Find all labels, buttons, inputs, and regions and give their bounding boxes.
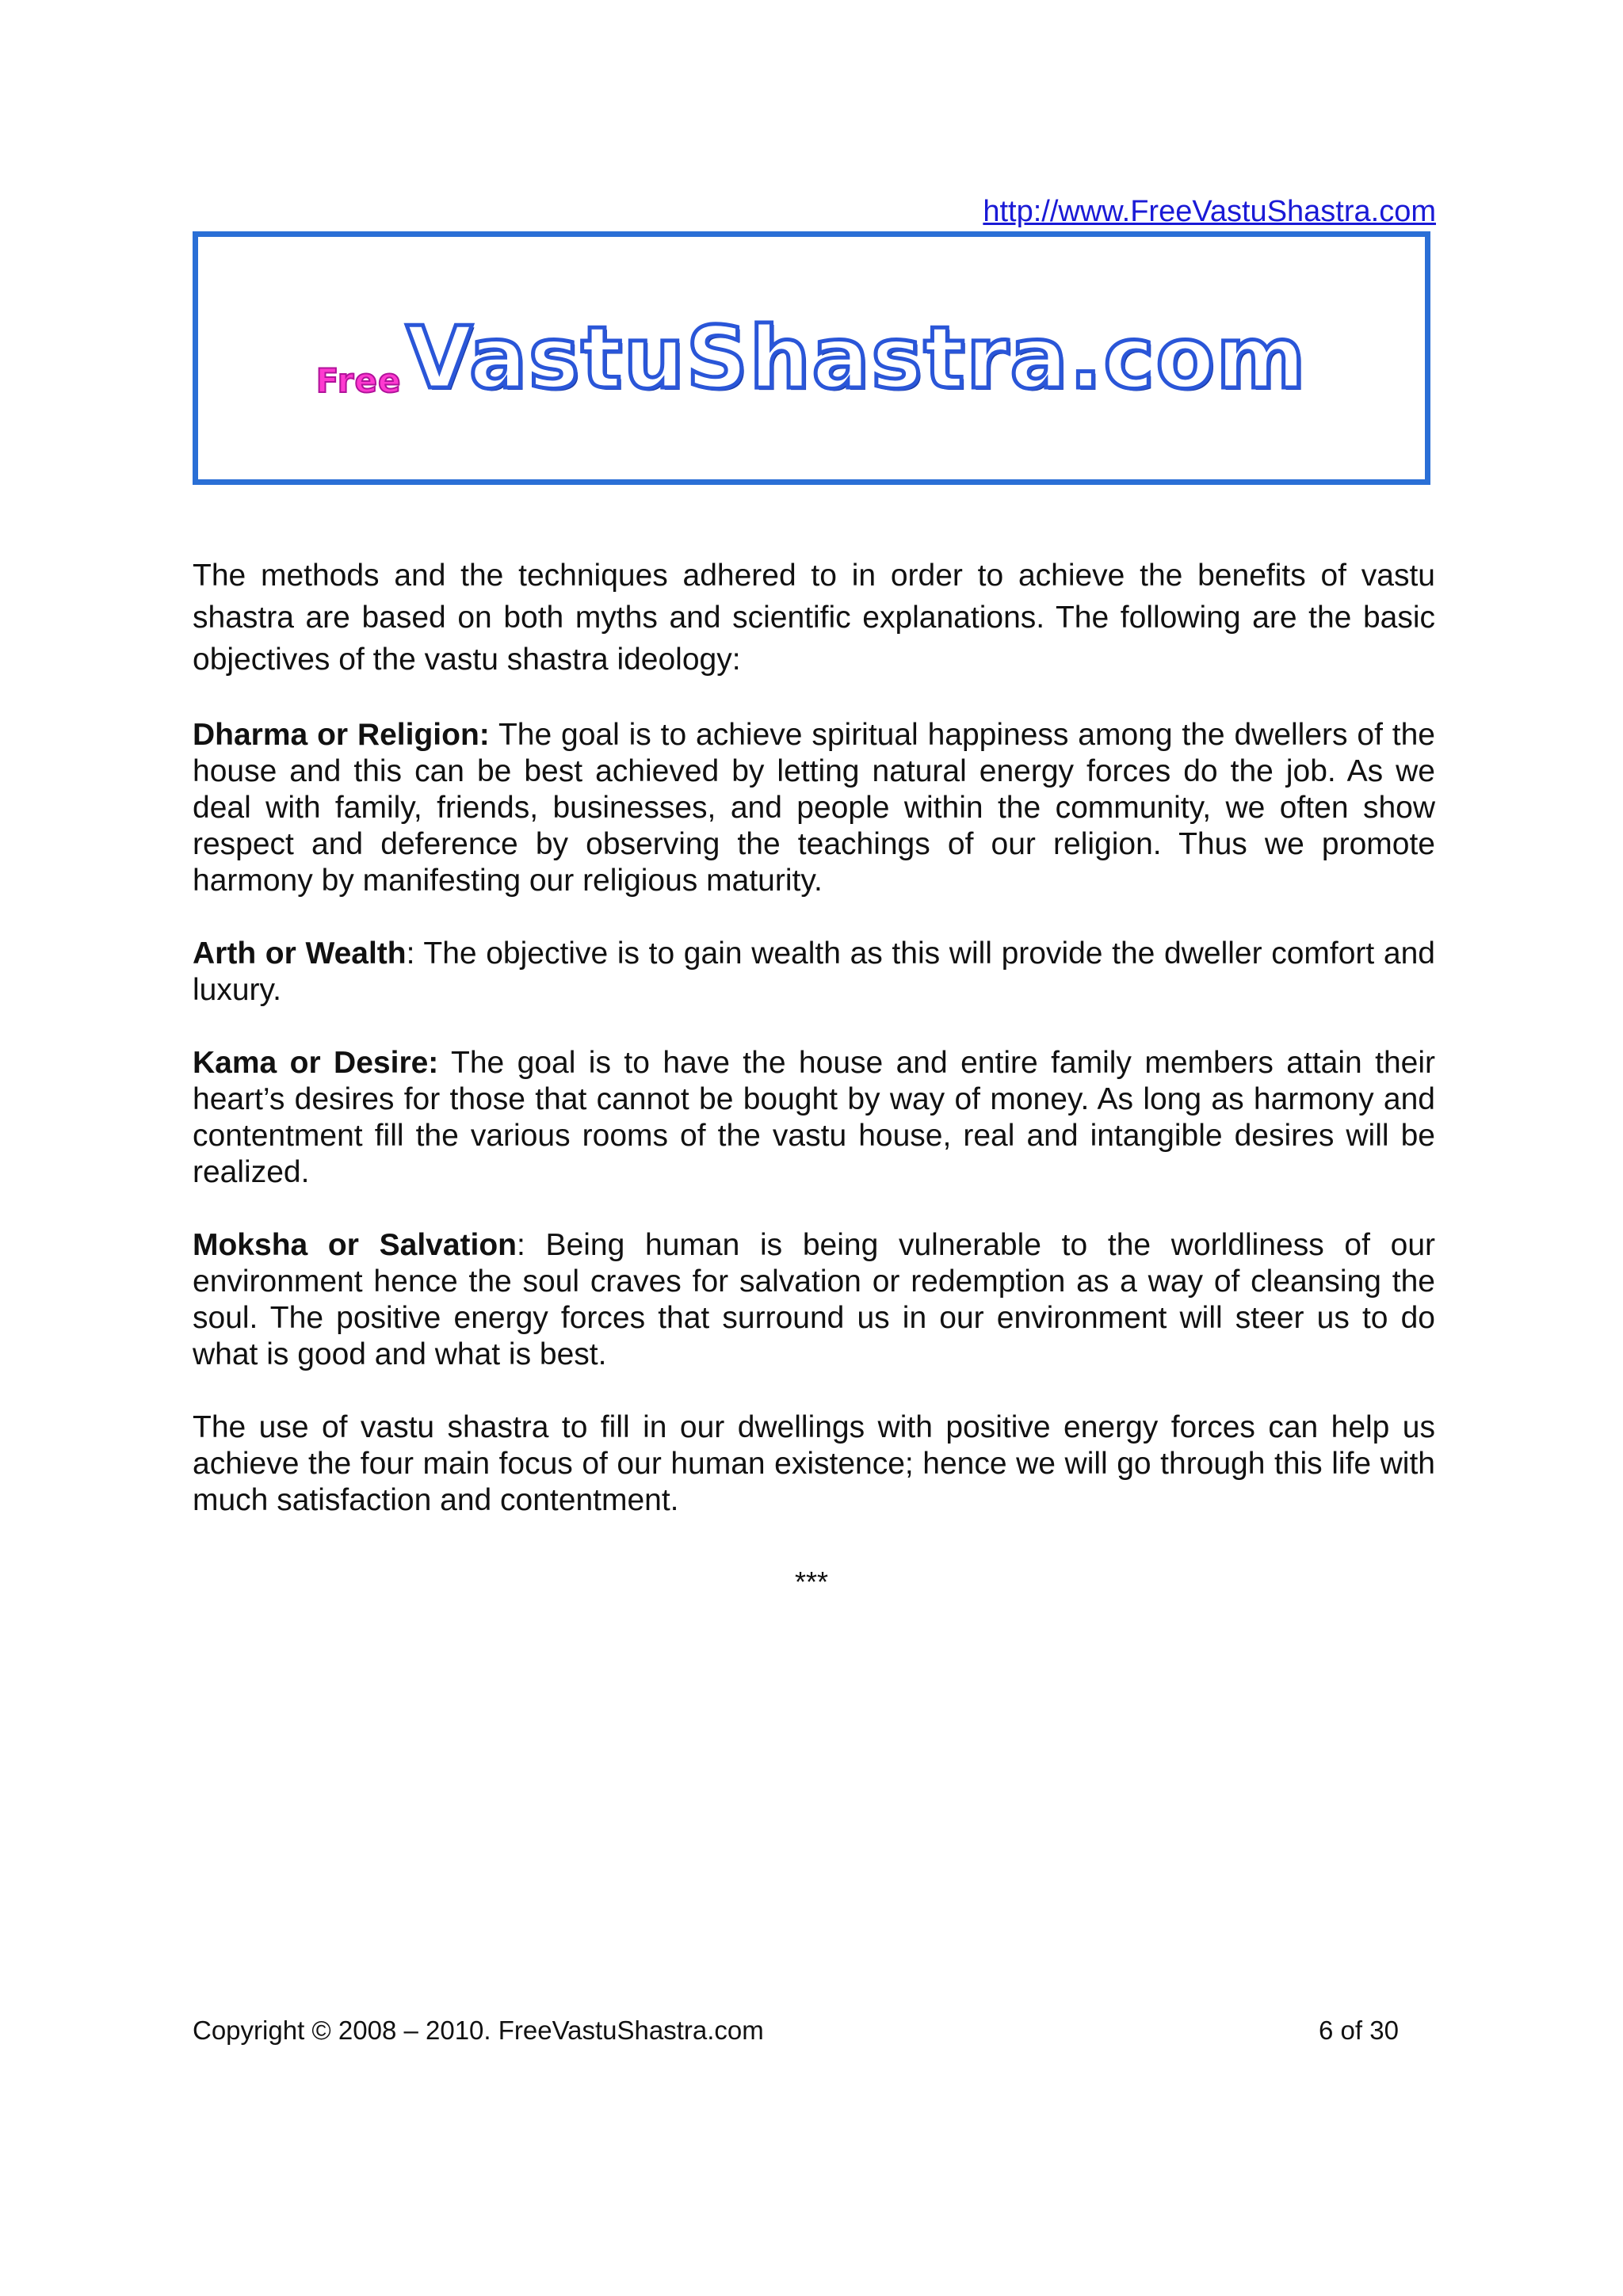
logo-banner	[193, 231, 1430, 485]
section-term: Kama or Desire:	[193, 1046, 439, 1080]
header-url-link[interactable]: http://www.FreeVastuShastra.com	[983, 195, 1436, 228]
section-text: The goal is to achieve spiritual happiness among the dwellers of the house and this can be best achieved by letting natural energy forces do the job. As we deal with family, friends, businesses, and people within the community, we often show respect and deference by observing the teachings of our religion. Thus we promote harmony by manifesting our religious maturity.	[193, 718, 1435, 898]
conclusion-paragraph: The use of vastu shastra to fill in our dwellings with positive energy forces can help us achieve the four main focus of our human existence; hence we will go through this life with much satisfaction and contentment.	[193, 1410, 1435, 1517]
section-term: Arth or Wealth	[193, 936, 407, 971]
logo-prefix: Free	[315, 360, 402, 400]
section-arth	[193, 936, 1435, 1009]
footer-page-number: 6 of 30	[1319, 2016, 1399, 2045]
section-text: : The objective is to gain wealth as this will provide the dweller comfort and luxury.	[193, 936, 1435, 1007]
section-text: The goal is to have the house and entire family members attain their heart’s desires for those that cannot be bought by way of money. As long as harmony and contentment fill the various rooms of the vastu house, real and intangible desires will be realized.	[193, 1046, 1435, 1189]
section-kama	[193, 1045, 1435, 1191]
footer-copyright: Copyright © 2008 – 2010. FreeVastuShastra.com	[193, 2016, 764, 2045]
section-moksha	[193, 1227, 1435, 1373]
section-term: Moksha or Salvation	[193, 1228, 517, 1262]
article-body	[193, 555, 1435, 1555]
separator-stars: ***	[794, 1566, 829, 1598]
section-text: : Being human is being vulnerable to the worldliness of our environment hence the soul craves for salvation or redemption as a way of cleansing the soul. The positive energy forces that surround us in our environment will steer us to do what is good and what is best.	[193, 1228, 1435, 1371]
section-term: Dharma or Religion:	[193, 718, 490, 752]
intro-paragraph: The methods and the techniques adhered to in order to achieve the benefits of vastu shastra are based on both myths and scientific explanations. The following are the basic objectives of the vastu shastra ideology:	[193, 559, 1435, 677]
section-dharma	[193, 717, 1435, 899]
site-logo	[316, 309, 1307, 408]
logo-main-text: VastuShastra.com	[406, 308, 1308, 408]
